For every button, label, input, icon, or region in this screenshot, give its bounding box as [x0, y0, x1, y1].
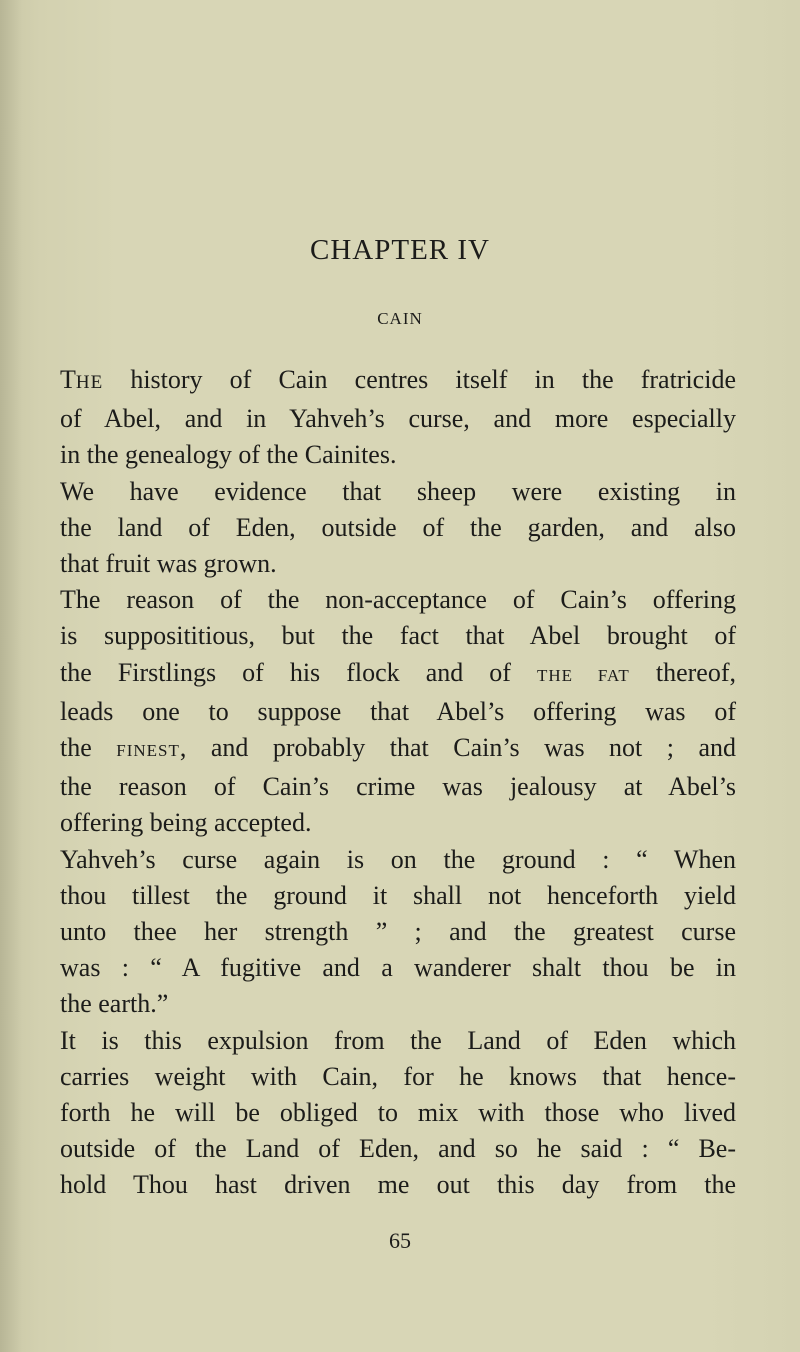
text-line: leads one to suppose that Abel’s offering was of	[60, 696, 736, 726]
text-line: We have evidence that sheep were existing in	[60, 476, 736, 506]
text-line: The reason of the non-acceptance of Cain’s offering	[60, 585, 736, 615]
text-segment: the Firstlings of his flock and of	[60, 657, 537, 687]
text-line: of Abel, and in Yahveh’s curse, and more especially	[60, 404, 736, 434]
text-line: the earth.”	[60, 989, 169, 1019]
text-line: hold Thou hast driven me out this day from the	[60, 1170, 736, 1200]
text-line: It is this expulsion from the Land of Eden which	[60, 1025, 736, 1055]
body-text	[60, 362, 736, 1204]
lead-word-small-caps: HE	[75, 372, 104, 393]
text-line: forth he will be obliged to mix with those who lived	[60, 1098, 736, 1128]
text-line: outside of the Land of Eden, and so he said : “ Be-	[60, 1134, 736, 1164]
text-line	[60, 362, 736, 401]
text-line: carries weight with Cain, for he knows that hence-	[60, 1061, 736, 1091]
chapter-subheading: CAIN	[377, 309, 423, 328]
binding-shadow	[0, 0, 22, 1352]
small-caps-text: THE FAT	[537, 665, 630, 685]
chapter-heading: CHAPTER IV	[310, 234, 490, 266]
text-line: offering being accepted.	[60, 808, 312, 838]
text-line: in the genealogy of the Cainites.	[60, 440, 397, 470]
text-line: was : “ A fugitive and a wanderer shalt thou be in	[60, 953, 736, 983]
text-segment: the	[60, 733, 117, 763]
small-caps-text: FINEST	[116, 741, 180, 761]
page-number: 65	[389, 1228, 411, 1253]
text-line: that fruit was grown.	[60, 549, 277, 579]
text-line: is supposititious, but the fact that Abel brought of	[60, 621, 736, 651]
text-line: unto thee her strength ” ; and the greatest curse	[60, 917, 736, 947]
text-line	[60, 730, 736, 769]
text-segment: , and probably that Cain’s was not ; and	[179, 733, 736, 763]
lead-word-initial: T	[60, 365, 76, 394]
text-line: the land of Eden, outside of the garden, and also	[60, 512, 736, 542]
text-line: thou tillest the ground it shall not henceforth yield	[60, 880, 736, 910]
lead-word	[60, 365, 103, 394]
text-line	[60, 655, 736, 694]
text-line: Yahveh’s curse again is on the ground : “ When	[60, 844, 736, 874]
text-segment: thereof,	[629, 657, 737, 687]
text-line-rest: history of Cain centres itself in the fratricide	[103, 365, 736, 394]
text-line: the reason of Cain’s crime was jealousy at Abel’s	[60, 772, 736, 802]
